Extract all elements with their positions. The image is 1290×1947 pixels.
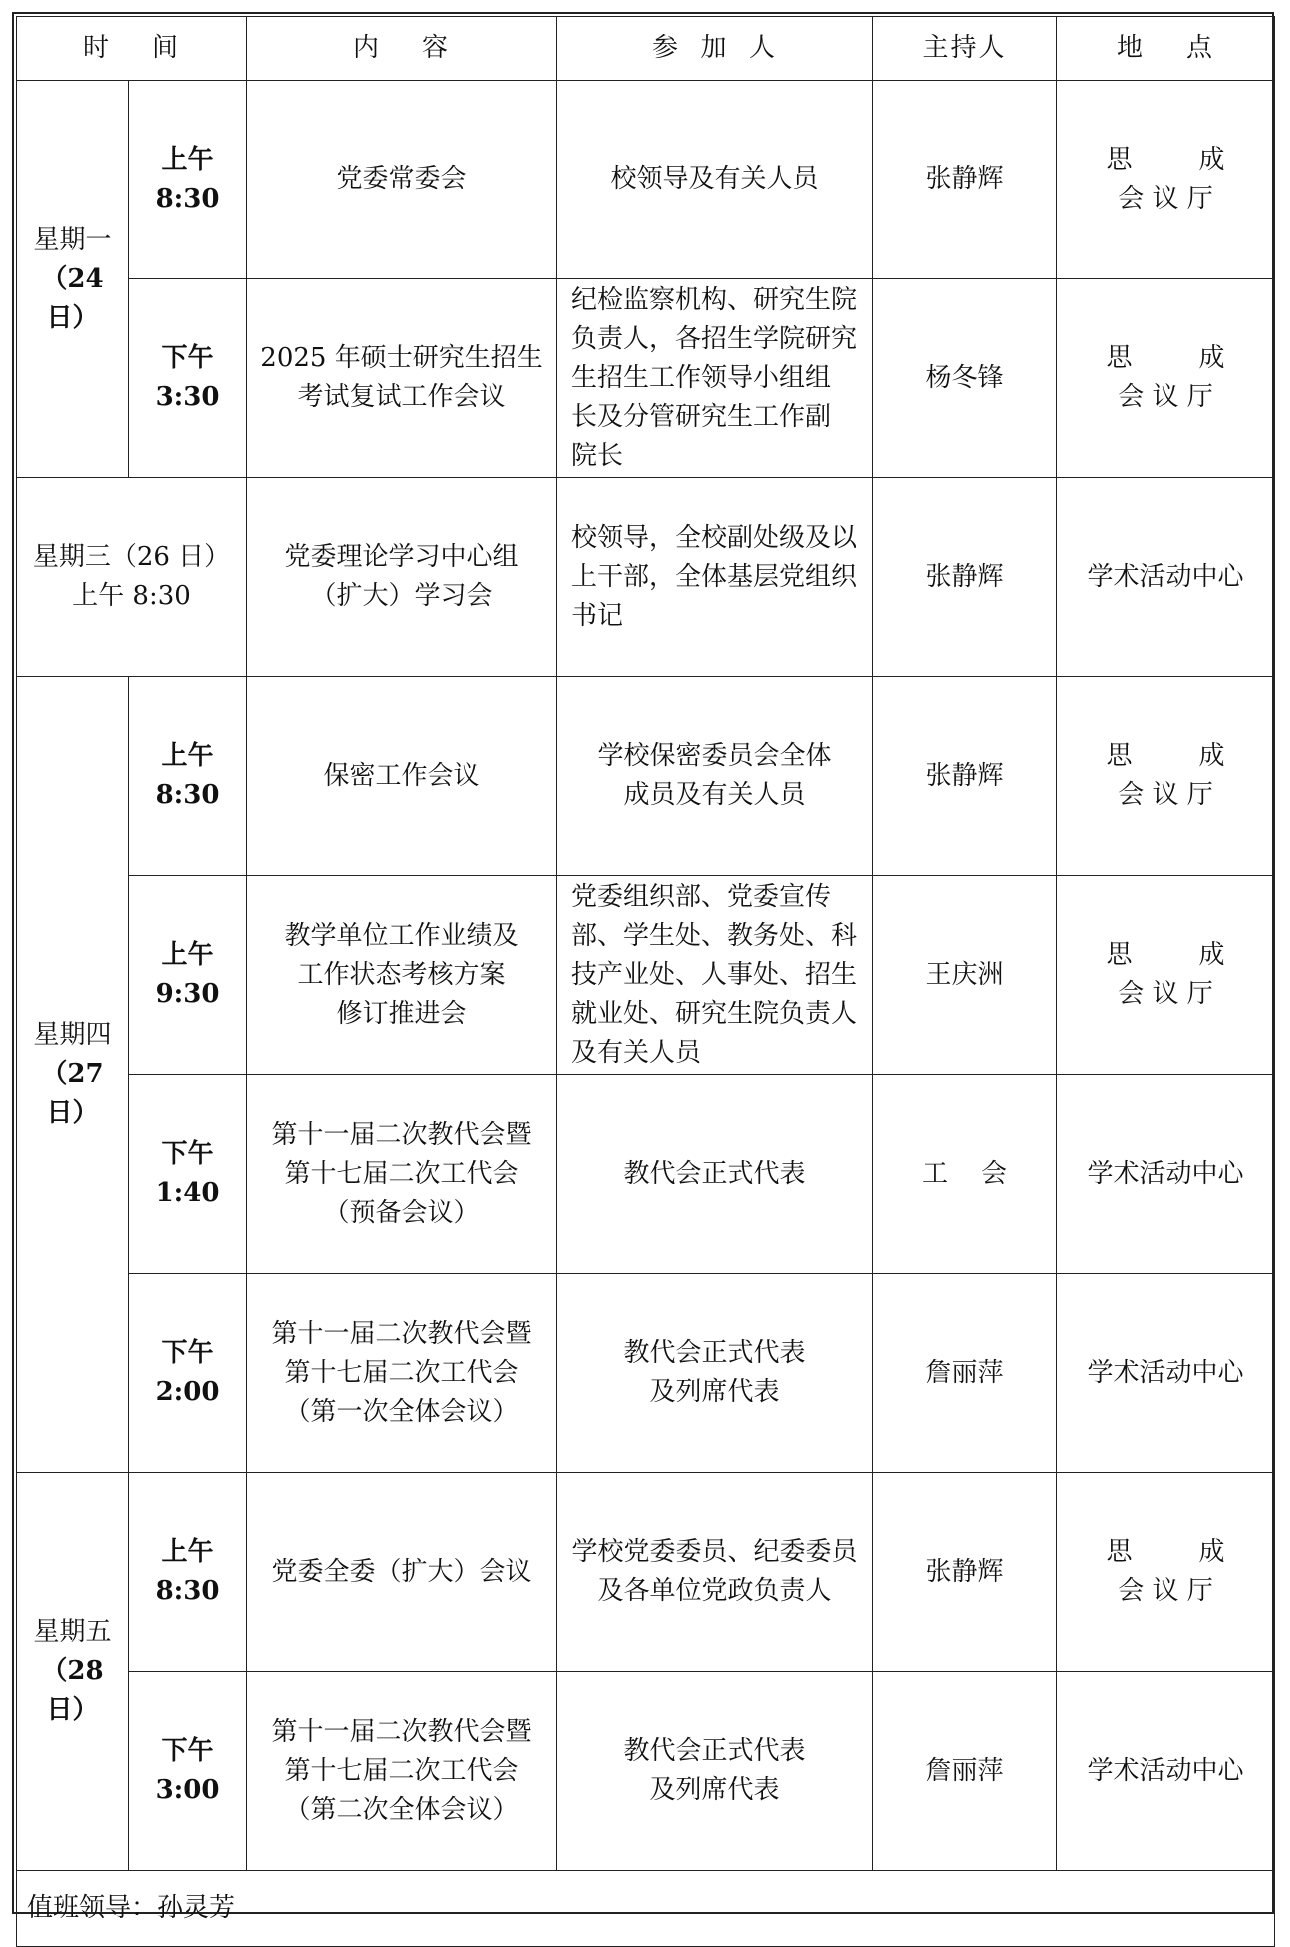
place-cell: 思 成 会 议 厅 (1057, 876, 1275, 1075)
host-cell: 杨冬锋 (873, 279, 1057, 478)
table-row (17, 81, 1275, 279)
time-cell: 下午 3:30 (129, 279, 247, 478)
time-cell: 上午 8:30 (129, 1473, 247, 1672)
host-cell: 张静辉 (873, 1473, 1057, 1672)
table-row (17, 1075, 1275, 1274)
host-cell: 张静辉 (873, 81, 1057, 279)
header-participants: 参 加 人 (557, 17, 873, 81)
table-row (17, 478, 1275, 677)
schedule-table (16, 16, 1275, 1947)
participants-cell: 学校保密委员会全体 成员及有关人员 (557, 677, 873, 876)
host-cell: 张静辉 (873, 677, 1057, 876)
content-cell: 党委全委（扩大）会议 (247, 1473, 557, 1672)
header-time: 时 间 (17, 17, 247, 81)
table-row (17, 1274, 1275, 1473)
header-place: 地 点 (1057, 17, 1275, 81)
duty-leader: 值班领导：孙灵芳 (17, 1871, 1275, 1947)
content-cell: 教学单位工作业绩及 工作状态考核方案 修订推进会 (247, 876, 557, 1075)
host-cell: 王庆洲 (873, 876, 1057, 1075)
footer-row (17, 1871, 1275, 1947)
host-cell: 詹丽萍 (873, 1274, 1057, 1473)
place-cell: 思 成 会 议 厅 (1057, 279, 1275, 478)
place-cell: 思 成 会 议 厅 (1057, 1473, 1275, 1672)
content-cell: 2025 年硕士研究生招生 考试复试工作会议 (247, 279, 557, 478)
day-thursday: 星期四 （27 日） (17, 677, 129, 1473)
content-cell: 第十一届二次教代会暨 第十七届二次工代会 （预备会议） (247, 1075, 557, 1274)
content-cell: 第十一届二次教代会暨 第十七届二次工代会 （第二次全体会议） (247, 1672, 557, 1871)
header-content: 内 容 (247, 17, 557, 81)
place-cell: 思 成 会 议 厅 (1057, 677, 1275, 876)
time-cell: 上午 8:30 (129, 81, 247, 279)
table-row (17, 279, 1275, 478)
content-cell: 保密工作会议 (247, 677, 557, 876)
participants-cell: 教代会正式代表 及列席代表 (557, 1274, 873, 1473)
day-friday: 星期五 （28 日） (17, 1473, 129, 1871)
participants-cell: 学校党委委员、纪委委员 及各单位党政负责人 (557, 1473, 873, 1672)
participants-cell: 教代会正式代表 及列席代表 (557, 1672, 873, 1871)
place-cell: 学术活动中心 (1057, 1075, 1275, 1274)
time-cell: 下午 3:00 (129, 1672, 247, 1871)
host-cell: 詹丽萍 (873, 1672, 1057, 1871)
content-cell: 第十一届二次教代会暨 第十七届二次工代会 （第一次全体会议） (247, 1274, 557, 1473)
participants-cell: 教代会正式代表 (557, 1075, 873, 1274)
content-cell: 党委常委会 (247, 81, 557, 279)
content-cell: 党委理论学习中心组 （扩大）学习会 (247, 478, 557, 677)
time-cell: 下午 2:00 (129, 1274, 247, 1473)
header-row (17, 17, 1275, 81)
time-cell: 上午 8:30 (129, 677, 247, 876)
host-cell: 张静辉 (873, 478, 1057, 677)
table-row (17, 876, 1275, 1075)
place-cell: 学术活动中心 (1057, 478, 1275, 677)
table-row (17, 677, 1275, 876)
day-wednesday: 星期三（26 日） 上午 8:30 (17, 478, 247, 677)
participants-cell: 校领导，全校副处级及以 上干部，全体基层党组织 书记 (557, 478, 873, 677)
header-host: 主持人 (873, 17, 1057, 81)
place-cell: 学术活动中心 (1057, 1274, 1275, 1473)
table-row (17, 1473, 1275, 1672)
time-cell: 上午 9:30 (129, 876, 247, 1075)
table-row (17, 1672, 1275, 1871)
participants-cell: 校领导及有关人员 (557, 81, 873, 279)
day-monday: 星期一 （24 日） (17, 81, 129, 478)
host-cell: 工 会 (873, 1075, 1057, 1274)
participants-cell: 纪检监察机构、研究生院 负责人，各招生学院研究 生招生工作领导小组组 长及分管研究生工作副 院长 (557, 279, 873, 478)
time-cell: 下午 1:40 (129, 1075, 247, 1274)
place-cell: 学术活动中心 (1057, 1672, 1275, 1871)
participants-cell: 党委组织部、党委宣传 部、学生处、教务处、科 技产业处、人事处、招生 就业处、研究生院负责人 及有关人员 (557, 876, 873, 1075)
place-cell: 思 成 会 议 厅 (1057, 81, 1275, 279)
